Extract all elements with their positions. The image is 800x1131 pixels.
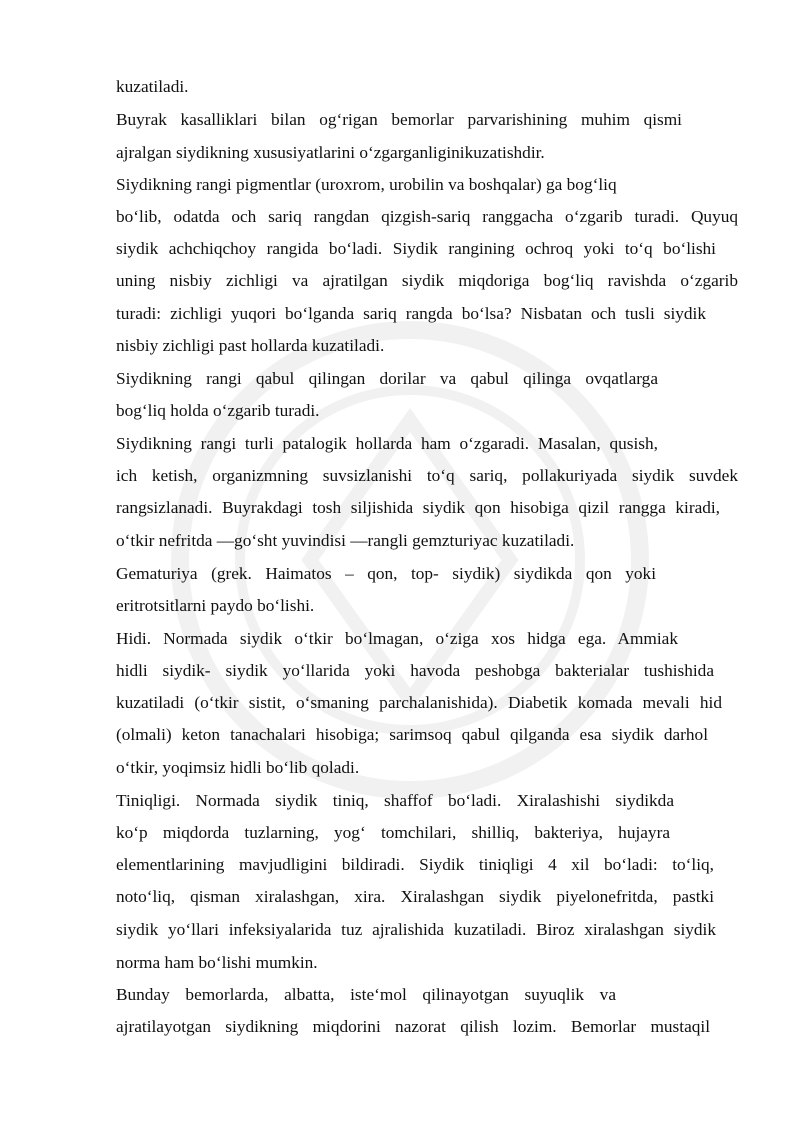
text-line: Siydikning rangi turli patalogik hollarda ham o‘zgaradi. Masalan, qusish, [116, 434, 658, 453]
text-line: ajralgan siydikning xususiyatlarini o‘zgarganliginikuzatishdir. [116, 143, 545, 162]
text-line: noto‘liq, qisman xiralashgan, xira. Xiralashgan siydik piyelonefritda, pastki [116, 887, 714, 906]
text-line: hidli siydik- siydik yo‘llarida yoki havoda peshobga bakterialar tushishida [116, 661, 714, 680]
text-line: (olmali) keton tanachalari hisobiga; sarimsoq qabul qilganda esa siydik darhol [116, 725, 708, 744]
text-line: eritrotsitlarni paydo bo‘lishi. [116, 596, 315, 615]
text-line: bog‘liq holda o‘zgarib turadi. [116, 401, 320, 420]
text-line: kuzatiladi. [116, 77, 189, 96]
text-line: ko‘p miqdorda tuzlarning, yog‘ tomchilari, shilliq, bakteriya, hujayra [116, 823, 670, 842]
text-line: Buyrak kasalliklari bilan og‘rigan bemorlar parvarishining muhim qismi [116, 110, 682, 129]
text-line: bo‘lib, odatda och sariq rangdan qizgish-sariq ranggacha o‘zgarib turadi. Quyuq [116, 207, 738, 226]
text-line: o‘tkir nefritda —go‘sht yuvindisi —rangli gemzturiyac kuzatiladi. [116, 531, 575, 550]
text-line: Bunday bemorlarda, albatta, iste‘mol qilinayotgan suyuqlik va [116, 985, 616, 1004]
text-line: Gematuriya (grek. Haimatos – qon, top- siydik) siydikda qon yoki [116, 564, 656, 583]
text-line: kuzatiladi (o‘tkir sistit, o‘smaning parchalanishida). Diabetik komada mevali hid [116, 693, 722, 712]
text-line: Siydikning rangi pigmentlar (uroxrom, urobilin va boshqalar) ga bog‘liq [116, 175, 617, 194]
text-line: siydik yo‘llari infeksiyalarida tuz ajralishida kuzatiladi. Biroz xiralashgan siydik [116, 920, 716, 939]
text-line: siydik achchiqchoy rangida bo‘ladi. Siydik rangining ochroq yoki to‘q bo‘lishi [116, 239, 716, 258]
text-line: elementlarining mavjudligini bildiradi. Siydik tiniqligi 4 xil bo‘ladi: to‘liq, [116, 855, 714, 874]
text-line: rangsizlanadi. Buyrakdagi tosh siljishida siydik qon hisobiga qizil rangga kiradi, [116, 498, 720, 517]
text-line: uning nisbiy zichligi va ajratilgan siydik miqdoriga bog‘liq ravishda o‘zgarib [116, 271, 738, 290]
text-line: ajratilayotgan siydikning miqdorini nazorat qilish lozim. Bemorlar mustaqil [116, 1017, 710, 1036]
text-line: ich ketish, organizmning suvsizlanishi to‘q sariq, pollakuriyada siydik suvdek [116, 466, 738, 485]
text-line: Hidi. Normada siydik o‘tkir bo‘lmagan, o‘ziga xos hidga ega. Ammiak [116, 629, 678, 648]
text-line: Tiniqligi. Normada siydik tiniq, shaffof bo‘ladi. Xiralashishi siydikda [116, 791, 674, 810]
text-line: Siydikning rangi qabul qilingan dorilar va qabul qilinga ovqatlarga [116, 369, 658, 388]
text-line: o‘tkir, yoqimsiz hidli bo‘lib qoladi. [116, 758, 360, 777]
text-line: nisbiy zichligi past hollarda kuzatiladi. [116, 336, 385, 355]
text-line: turadi: zichligi yuqori bo‘lganda sariq rangda bo‘lsa? Nisbatan och tusli siydik [116, 304, 706, 323]
text-line: norma ham bo‘lishi mumkin. [116, 953, 318, 972]
